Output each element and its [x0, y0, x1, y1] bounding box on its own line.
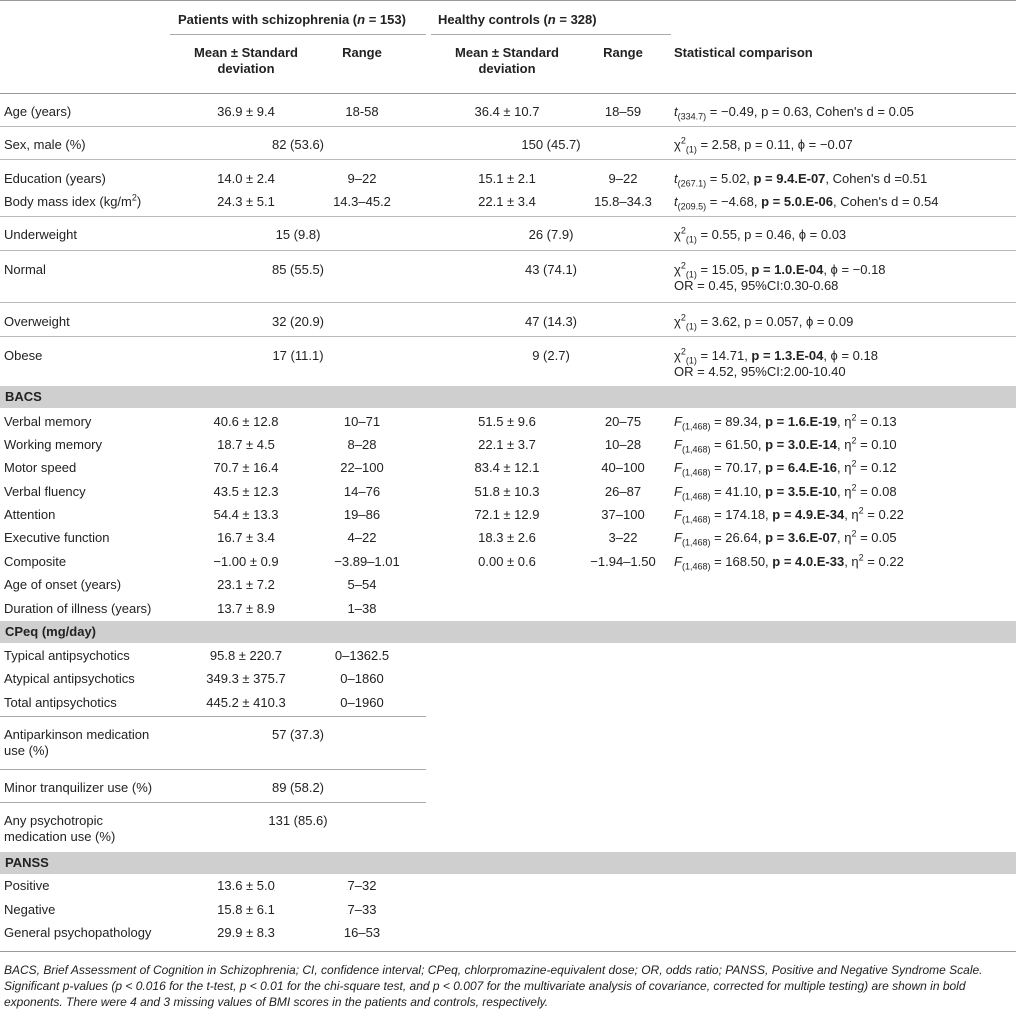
patients-mean-education: 14.0 ± 2.4 — [217, 171, 275, 186]
controls-mean-verbal-fluency: 51.8 ± 10.3 — [474, 484, 540, 499]
patients-group-header: Patients with schizophrenia (n = 153) — [178, 12, 406, 27]
row-label-education: Education (years) — [4, 171, 106, 186]
patients-mean-executive-function: 16.7 ± 3.4 — [217, 530, 275, 545]
patients-range-atypical-antipsychotics: 0–1860 — [340, 671, 384, 686]
controls-value-overweight: 47 (14.3) — [524, 314, 578, 329]
patients-range-verbal-fluency: 14–76 — [343, 484, 381, 499]
table-bottom-rule — [0, 951, 1016, 952]
patients-mean-general-psychopathology: 29.9 ± 8.3 — [217, 925, 275, 940]
patients-value-underweight: 15 (9.8) — [275, 227, 321, 242]
row-label-age-of-onset: Age of onset (years) — [4, 577, 122, 592]
stat-underweight: $\chi^2_{(1)} = 0.55$, p = 0.46, ϕ = 0.03 — [674, 225, 847, 245]
patients-range-general-psychopathology: 16–53 — [343, 925, 381, 940]
stat-education: $t_{(267.1)} = 5.02$, p = 9.4.E-07, Cohen's d =0.51 — [674, 171, 928, 189]
patients-header-rule — [170, 34, 426, 35]
controls-mean-motor-speed: 83.4 ± 12.1 — [474, 460, 540, 475]
patients-range-total-antipsychotics: 0–1960 — [340, 695, 384, 710]
row-label-normal: Normal — [4, 262, 46, 277]
stat-obese: $\chi^2_{(1)} = 14.71$, p = 1.3.E-04, ϕ = 0.18 OR = 4.52, 95%CI:2.00-10.40 — [674, 346, 878, 379]
controls-mean-age: 36.4 ± 10.7 — [474, 104, 540, 119]
row-label-overweight: Overweight — [4, 314, 70, 329]
patients-mean-atypical-antipsychotics: 349.3 ± 375.7 — [206, 671, 286, 686]
patients-range-duration-of-illness: 1–38 — [347, 601, 377, 616]
patients-range-verbal-memory: 10–71 — [343, 414, 381, 429]
stat-executive-function: $F_{(1,468)} = 26.64$, p = 3.6.E-07, $\eta^2 = 0.05$ — [674, 528, 897, 548]
controls-mean-verbal-memory: 51.5 ± 9.6 — [478, 414, 536, 429]
patients-value-antiparkinson: 57 (37.3) — [271, 727, 325, 742]
stat-working-memory: $F_{(1,468)} = 61.50$, p = 3.0.E-14, $\eta^2 = 0.10$ — [674, 435, 897, 455]
section-band-cpeq: CPeq (mg/day) — [0, 621, 1016, 643]
stat-normal: $\chi^2_{(1)} = 15.05$, p = 1.0.E-04, ϕ = −0.18 OR = 0.45, 95%CI:0.30-0.68 — [674, 260, 886, 293]
controls-mean-sd-header: Mean ± Standard deviation — [455, 45, 559, 76]
row-label-composite: Composite — [4, 554, 67, 569]
row-label-typical-antipsychotics: Typical antipsychotics — [4, 648, 130, 663]
row-rule — [0, 769, 426, 770]
row-label-bmi: Body mass idex $(kg/m^2)$ — [4, 192, 142, 209]
patients-mean-bmi: 24.3 ± 5.1 — [217, 194, 275, 209]
controls-value-sex: 150 (45.7) — [521, 137, 581, 152]
patients-mean-attention: 54.4 ± 13.3 — [213, 507, 279, 522]
row-label-sex: Sex, male (%) — [4, 137, 86, 152]
row-rule — [0, 159, 1016, 160]
patients-mean-verbal-memory: 40.6 ± 12.8 — [213, 414, 279, 429]
stat-verbal-memory: $F_{(1,468)} = 89.34$, p = 1.6.E-19, $\eta^2 = 0.13$ — [674, 412, 897, 432]
patients-mean-total-antipsychotics: 445.2 ± 410.3 — [206, 695, 286, 710]
stat-composite: $F_{(1,468)} = 168.50$, p = 4.0.E-33, $\eta^2 = 0.22$ — [674, 552, 904, 572]
row-label-atypical-antipsychotics: Atypical antipsychotics — [4, 671, 135, 686]
patients-mean-verbal-fluency: 43.5 ± 12.3 — [213, 484, 279, 499]
patients-value-minor-tranquilizer: 89 (58.2) — [271, 780, 325, 795]
patients-mean-age-of-onset: 23.1 ± 7.2 — [217, 577, 275, 592]
controls-range-bmi: 15.8–34.3 — [594, 194, 652, 209]
patients-mean-composite: −1.00 ± 0.9 — [213, 554, 279, 569]
row-label-positive: Positive — [4, 878, 50, 893]
stat-motor-speed: $F_{(1,468)} = 70.17$, p = 6.4.E-16, $\eta^2 = 0.12$ — [674, 458, 897, 478]
row-label-negative: Negative — [4, 902, 56, 917]
row-label-antiparkinson: Antiparkinson medication use (%) — [4, 727, 150, 758]
stat-sex: $\chi^2_{(1)} = 2.58$, p = 0.11, ϕ = −0.07 — [674, 135, 853, 155]
patients-range-bmi: 14.3–45.2 — [333, 194, 391, 209]
patients-range-age-of-onset: 5–54 — [347, 577, 377, 592]
row-label-motor-speed: Motor speed — [4, 460, 77, 475]
controls-range-education: 9–22 — [608, 171, 638, 186]
stat-overweight: $\chi^2_{(1)} = 3.62$, p = 0.057, ϕ = 0.09 — [674, 312, 854, 332]
controls-mean-bmi: 22.1 ± 3.4 — [478, 194, 536, 209]
controls-range-executive-function: 3–22 — [608, 530, 638, 545]
patients-range-executive-function: 4–22 — [347, 530, 377, 545]
stat-verbal-fluency: $F_{(1,468)} = 41.10$, p = 3.5.E-10, $\eta^2 = 0.08$ — [674, 482, 897, 502]
patients-range-typical-antipsychotics: 0–1362.5 — [334, 648, 390, 663]
stat-attention: $F_{(1,468)} = 174.18$, p = 4.9.E-34, $\eta^2 = 0.22$ — [674, 505, 904, 525]
controls-range-age: 18–59 — [604, 104, 642, 119]
patients-value-normal: 85 (55.5) — [271, 262, 325, 277]
row-rule — [0, 126, 1016, 127]
controls-range-verbal-memory: 20–75 — [604, 414, 642, 429]
header-bottom-rule — [0, 93, 1016, 94]
patients-range-header: Range — [342, 45, 382, 60]
row-label-working-memory: Working memory — [4, 437, 103, 452]
patients-range-positive: 7–32 — [347, 878, 377, 893]
row-label-executive-function: Executive function — [4, 530, 110, 545]
patients-mean-motor-speed: 70.7 ± 16.4 — [213, 460, 279, 475]
patients-mean-age: 36.9 ± 9.4 — [217, 104, 275, 119]
controls-mean-education: 15.1 ± 2.1 — [478, 171, 536, 186]
patients-value-any-psychotropic: 131 (85.6) — [268, 813, 328, 828]
patients-mean-typical-antipsychotics: 95.8 ± 220.7 — [209, 648, 283, 663]
row-label-total-antipsychotics: Total antipsychotics — [4, 695, 117, 710]
row-label-verbal-memory: Verbal memory — [4, 414, 92, 429]
controls-range-verbal-fluency: 26–87 — [604, 484, 642, 499]
controls-range-working-memory: 10–28 — [604, 437, 642, 452]
row-label-age: Age (years) — [4, 104, 72, 119]
patients-mean-working-memory: 18.7 ± 4.5 — [217, 437, 275, 452]
row-label-general-psychopathology: General psychopathology — [4, 925, 152, 940]
patients-value-sex: 82 (53.6) — [271, 137, 325, 152]
row-rule — [0, 336, 1016, 337]
stat-comparison-header: Statistical comparison — [674, 45, 813, 60]
controls-range-header: Range — [603, 45, 643, 60]
patients-range-motor-speed: 22–100 — [340, 460, 384, 475]
patients-range-negative: 7–33 — [347, 902, 377, 917]
controls-mean-composite: 0.00 ± 0.6 — [478, 554, 536, 569]
row-rule — [0, 302, 1016, 303]
row-rule — [0, 250, 1016, 251]
controls-mean-executive-function: 18.3 ± 2.6 — [478, 530, 536, 545]
section-band-bacs: BACS — [0, 386, 1016, 408]
table-footnote: BACS, Brief Assessment of Cognition in Schizophrenia; CI, confidence interval; CPeq, chlorpromazine-equivalent dose; OR, odds ratio; PANSS, Positive and Negative Syndrome Scale. Significant p-values (p < 0.016 for the t-test, p < 0.01 for the chi-square test, and p < 0.007 for the multivariate analysis of covariance, corrected for multiple testing) are shown in bold exponents. There were 4 and 3 missing values of BMI scores in the patients and controls, respectively. — [4, 963, 983, 1009]
row-rule — [0, 802, 426, 803]
row-label-attention: Attention — [4, 507, 56, 522]
controls-range-composite: −1.94–1.50 — [590, 554, 656, 569]
controls-mean-attention: 72.1 ± 12.9 — [474, 507, 540, 522]
controls-value-normal: 43 (74.1) — [524, 262, 578, 277]
stat-age: $t_{(334.7)} = -0.49$, p = 0.63, Cohen's d = 0.05 — [674, 104, 914, 122]
controls-group-header: Healthy controls (n = 328) — [438, 12, 597, 27]
row-label-any-psychotropic: Any psychotropic medication use (%) — [4, 813, 116, 844]
controls-range-attention: 37–100 — [601, 507, 645, 522]
row-rule — [0, 216, 1016, 217]
patients-range-attention: 19–86 — [343, 507, 381, 522]
row-label-obese: Obese — [4, 348, 43, 363]
row-rule — [0, 716, 426, 717]
patients-range-composite: −3.89–1.01 — [334, 554, 400, 569]
controls-header-rule — [431, 34, 671, 35]
row-label-minor-tranquilizer: Minor tranquilizer use (%) — [4, 780, 153, 795]
patients-value-overweight: 32 (20.9) — [271, 314, 325, 329]
patients-value-obese: 17 (11.1) — [272, 348, 324, 363]
row-label-verbal-fluency: Verbal fluency — [4, 484, 86, 499]
patients-mean-negative: 15.8 ± 6.1 — [217, 902, 275, 917]
patients-mean-positive: 13.6 ± 5.0 — [217, 878, 275, 893]
top-rule — [0, 0, 1016, 1]
patients-mean-sd-header: Mean ± Standard deviation — [194, 45, 298, 76]
patients-range-age: 18-58 — [345, 104, 379, 119]
controls-value-underweight: 26 (7.9) — [528, 227, 574, 242]
patients-mean-duration-of-illness: 13.7 ± 8.9 — [217, 601, 275, 616]
section-band-panss: PANSS — [0, 852, 1016, 874]
row-label-underweight: Underweight — [4, 227, 77, 242]
row-label-duration-of-illness: Duration of illness (years) — [4, 601, 152, 616]
controls-range-motor-speed: 40–100 — [601, 460, 645, 475]
controls-value-obese: 9 (2.7) — [532, 348, 570, 363]
stat-bmi: $t_{(209.5)} = -4.68$, p = 5.0.E-06, Cohen's d = 0.54 — [674, 194, 939, 212]
patients-range-education: 9–22 — [347, 171, 377, 186]
patients-range-working-memory: 8–28 — [347, 437, 377, 452]
controls-mean-working-memory: 22.1 ± 3.7 — [478, 437, 536, 452]
